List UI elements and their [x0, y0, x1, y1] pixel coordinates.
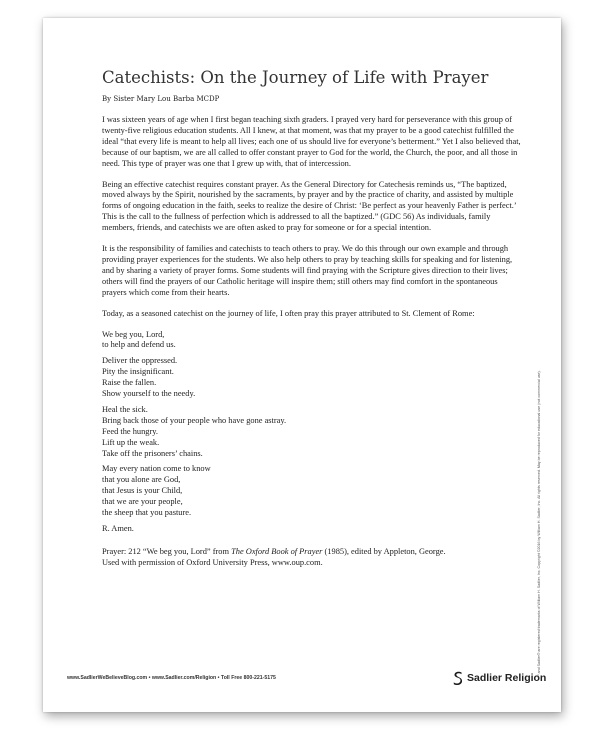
prayer-stanza-4 [102, 464, 522, 519]
prayer-amen [102, 524, 522, 535]
prayer-line: Raise the fallen. [102, 378, 157, 388]
prayer-stanza-1 [102, 330, 522, 352]
prayer-line: Feed the hungry. [102, 426, 158, 436]
paragraph-4: Today, as a seasoned catechist on the journey of life, I often pray this prayer attributed to St. Clement of Rome: [102, 308, 475, 318]
byline: By Sister Mary Lou Barba MCDP [102, 95, 220, 103]
credit-line-1 [102, 547, 522, 558]
prayer-credit [102, 547, 522, 569]
footer-links: www.SadlierWeBelieveBlog.com • www.Sadlier.com/Religion • Toll Free 800-221-5175 [67, 675, 276, 681]
prayer-line: Lift up the weak. [102, 437, 160, 447]
prayer-line: that we are your people, [102, 497, 183, 507]
prayer-line: the sheep that you pasture. [102, 508, 192, 518]
prayer-line: Pity the insignificant. [102, 367, 174, 377]
sadlier-s-icon [453, 671, 463, 685]
prayer-line: May every nation come to know [102, 464, 211, 474]
page-title: Catechists: On the Journey of Life with Prayer [102, 68, 489, 87]
credit-line-2: Used with permission of Oxford University Press, www.oup.com. [102, 557, 323, 567]
article-body [102, 115, 522, 569]
logo-text: Sadlier Religion [467, 672, 547, 684]
prayer-line: to help and defend us. [102, 340, 176, 350]
paragraph-2: Being an effective catechist requires constant prayer. As the General Directory for Catechesis reminds us, “The baptized, moved always by the Spirit, nourished by the sacraments, by prayer and by the practice of charity, and assisted by multiple forms of ongoing education in the faith, seeks to realize the desire of Christ: ‘Be perfect as your heavenly Father is perfect.’ This is the call to the fullness of perfection which is addressed to all the baptized.” (GDC 56) As individuals, family members, friends, and catechists we are often asked to pray for someone or for a special intention. [102, 179, 517, 233]
prayer-stanza-3 [102, 405, 522, 460]
prayer-line: that you alone are God, [102, 475, 181, 485]
prayer-line: Bring back those of your people who have gone astray. [102, 415, 287, 425]
prayer-line: Show yourself to the needy. [102, 389, 196, 399]
prayer-line: that Jesus is your Child, [102, 486, 183, 496]
copyright-side-text: ™ and Sadlier® are registered trademarks of William H. Sadlier, Inc. Copyright ©2016 by William H. Sadlier, Inc. All rights reserved. May be reproduced for educational use (not commercial use). [537, 370, 541, 678]
credit-suffix: (1985), edited by Appleton, George. [322, 546, 446, 556]
sadlier-logo [453, 670, 546, 686]
prayer-line: We beg you, Lord, [102, 329, 165, 339]
prayer-line: Deliver the oppressed. [102, 356, 178, 366]
amen-line: R. Amen. [102, 524, 134, 533]
paragraph-3: It is the responsibility of families and catechists to teach others to pray. We do this through our own example and through providing prayer experiences for the students. We also help others to pray by teaching skills for speaking and for listening, and by sharing a variety of prayer forms. Some students will find praying with the Scripture gives direction to their lives; others will find the prayers of our Catholic heritage will inspire them; still others may find comfort in the spontaneous prayers which come from their hearts. [102, 244, 513, 297]
document-page [43, 18, 561, 712]
credit-book-title: The Oxford Book of Prayer [231, 546, 323, 556]
prayer-line: Heal the sick. [102, 404, 148, 414]
prayer-stanza-2 [102, 356, 522, 400]
paragraph-1: I was sixteen years of age when I first began teaching sixth graders. I prayed very hard for perseverance with this group of twenty-five religious education students. All I knew, at that moment, was that my prayer to be a good catechist fulfilled the ideal “that every life is meant to help all lives; each one of us should live for everyone’s betterment.” Yet I also believed that, because of our baptism, we are all called to offer constant prayer to God for the world, the Church, the poor, and all those in need. This type of prayer was one that I grew up with, that of intercession. [102, 115, 521, 168]
prayer-line: Take off the prisoners’ chains. [102, 448, 203, 458]
credit-prefix: Prayer: 212 “We beg you, Lord” from [102, 546, 232, 556]
